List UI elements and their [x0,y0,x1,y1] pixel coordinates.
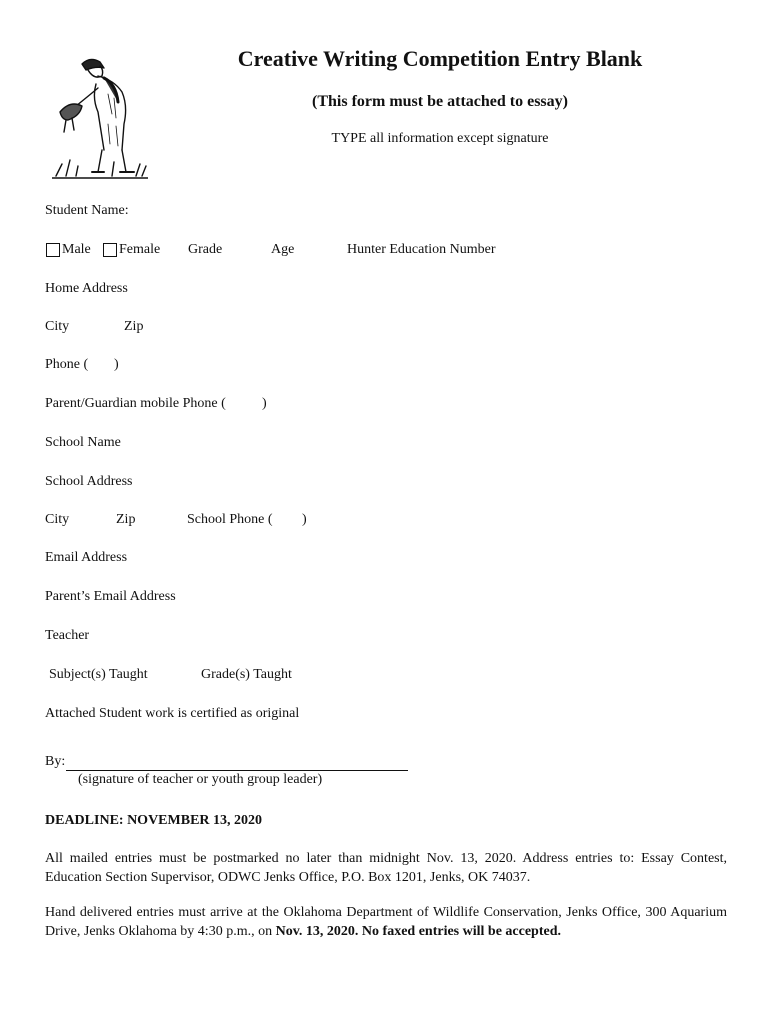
age-label: Age [271,242,295,257]
home-address-label: Home Address [45,281,128,296]
hand-delivered-text: Hand delivered entries must arrive at the Oklahoma Department of Wildlife Conservation, Jenks Office, 300 Aquarium Drive, Jenks Oklahoma by 4:30 p.m., on [45,905,727,939]
school-city-label: City [45,512,70,527]
phone-close-paren: ) [114,357,119,372]
school-zip-label: Zip [116,512,136,527]
school-address-label: School Address [45,474,133,489]
email-address-label: Email Address [45,550,128,565]
city-label: City [45,319,70,334]
school-phone-label: School Phone ( [187,512,273,527]
school-name-label: School Name [45,435,121,450]
subjects-taught-label: Subject(s) Taught [49,667,148,682]
deadline-heading: DEADLINE: NOVEMBER 13, 2020 [45,813,263,828]
hand-delivered-paragraph [45,903,727,941]
parent-email-address-label: Parent’s Email Address [45,589,176,604]
by-label: By: [45,754,66,769]
hunter-education-number-label: Hunter Education Number [347,242,496,257]
female-label: Female [119,242,161,257]
form-subtitle: (This form must be attached to essay) [312,93,568,110]
form-instruction: TYPE all information except signature [331,131,549,146]
teacher-label: Teacher [45,628,90,643]
school-phone-close-paren: ) [302,512,307,527]
student-name-label: Student Name: [45,203,129,218]
zip-label: Zip [124,319,144,334]
signature-caption: (signature of teacher or youth group leader) [78,772,323,787]
grades-taught-label: Grade(s) Taught [201,667,292,682]
mailed-entries-paragraph: All mailed entries must be postmarked no later than midnight Nov. 13, 2020. Address entries to: Essay Contest, Education Section Supervisor, ODWC Jenks Office, P.O. Box 1201, Jenks, OK 74037. [45,851,727,885]
certification-statement: Attached Student work is certified as original [45,706,300,721]
parent-phone-close-paren: ) [262,396,267,411]
parent-phone-label: Parent/Guardian mobile Phone ( [45,396,226,411]
male-checkbox[interactable] [46,243,60,257]
phone-label: Phone ( [45,357,89,372]
grade-label: Grade [188,242,223,257]
hunter-with-turkey-sketch-icon [52,54,148,182]
form-title: Creative Writing Competition Entry Blank [237,46,643,71]
hand-delivered-bold-text: Nov. 13, 2020. No faxed entries will be accepted. [275,924,562,939]
male-label: Male [62,242,91,257]
signature-line[interactable] [66,770,408,771]
female-checkbox[interactable] [103,243,117,257]
